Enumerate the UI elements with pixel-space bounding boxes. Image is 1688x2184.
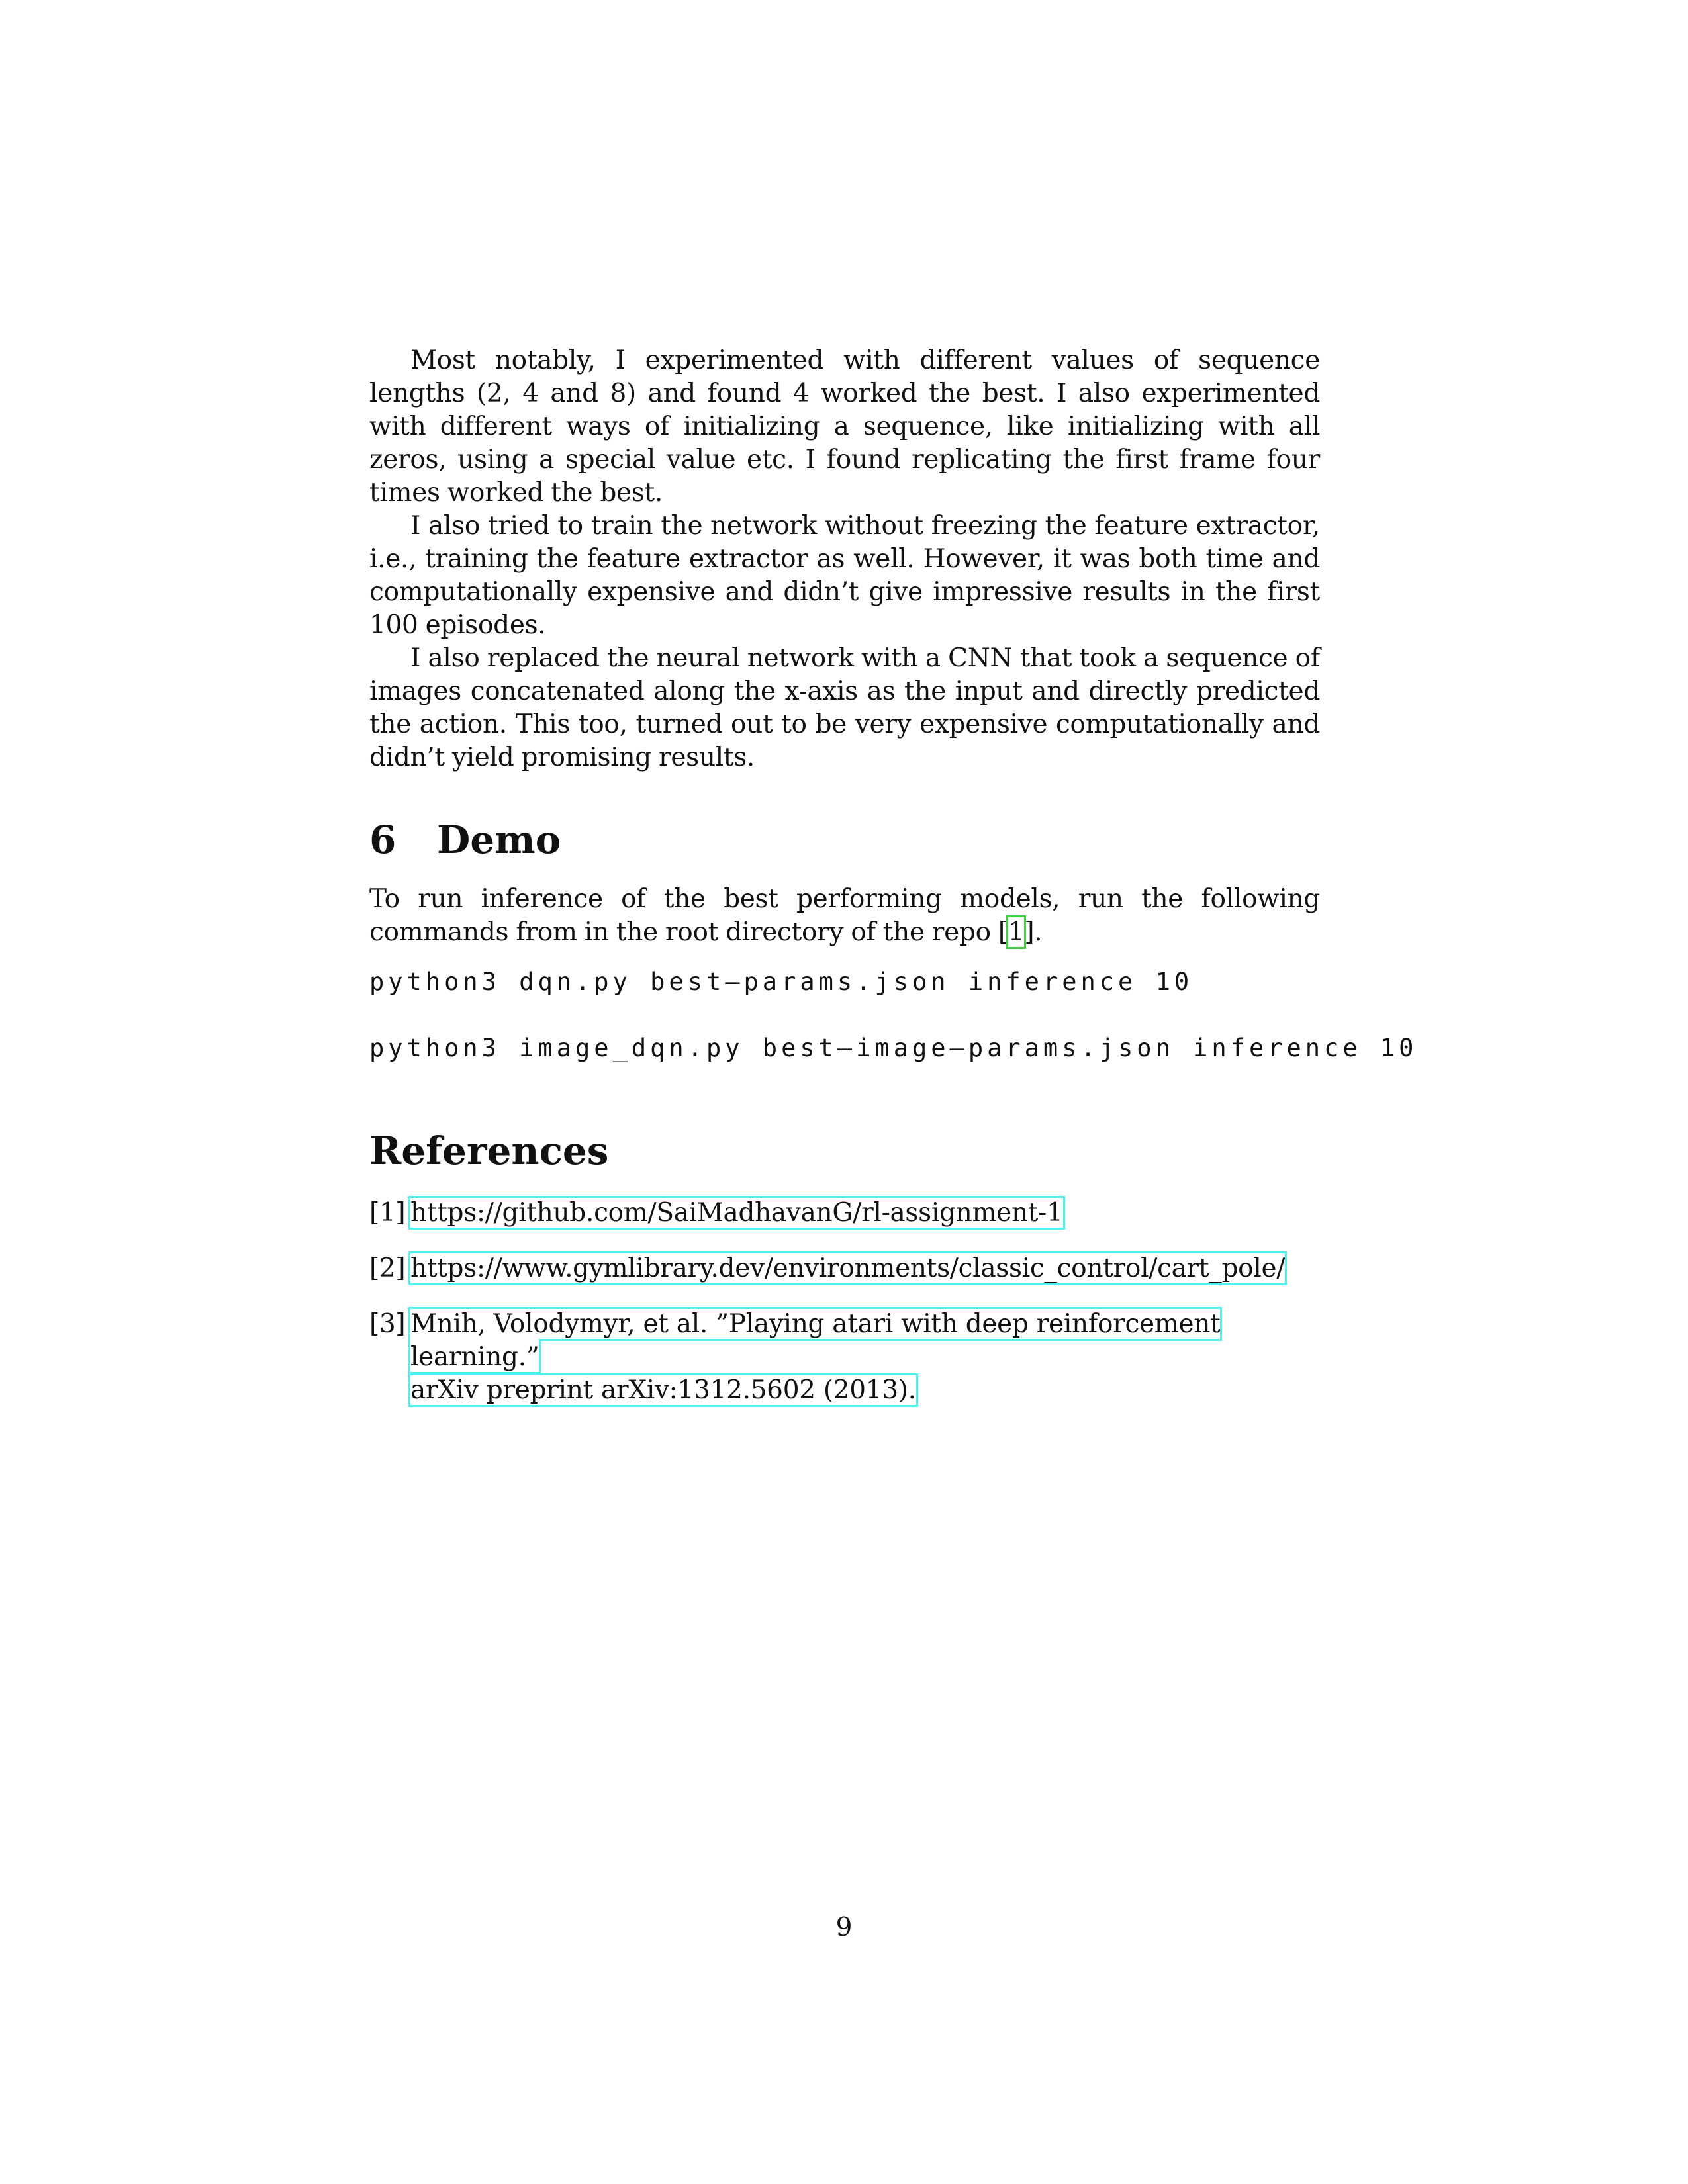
paragraph-feature-extractor: I also tried to train the network without freezing the feature extractor, i.e., training the feature extractor as well. However, it was both time and computationally expensive and didn’t give impressive results in the first 100 episodes. — [369, 511, 1320, 640]
demo-intro-end: . — [1034, 917, 1043, 947]
reference-link-mnih-line2[interactable]: arXiv preprint arXiv:1312.5602 (2013). — [410, 1375, 916, 1405]
citation-link-1[interactable]: 1 — [1008, 917, 1025, 947]
reference-label: [1] — [369, 1198, 406, 1228]
section-title: Demo — [437, 817, 561, 862]
reference-link-mnih-line1[interactable]: Mnih, Volodymyr, et al. ”Playing atari with deep reinforcement learning.” — [410, 1309, 1221, 1372]
reference-item — [369, 1197, 1320, 1230]
code-line-dqn: python3 dqn.py best—params.json inference 10 — [369, 968, 1194, 996]
page-number: 9 — [835, 1913, 853, 1942]
reference-label: [2] — [369, 1253, 406, 1283]
reference-link-github[interactable]: https://github.com/SaiMadhavanG/rl-assignment-1 — [410, 1198, 1063, 1228]
document-page — [369, 344, 1418, 1430]
section-heading-demo — [369, 817, 1320, 863]
references-heading: References — [369, 1128, 609, 1173]
section-number: 6 — [369, 817, 397, 862]
code-line-image-dqn: python3 image_dqn.py best—image—params.json inference 10 — [369, 1034, 1418, 1062]
demo-intro-paragraph: To run inference of the best performing models, run the following commands from in the root directory of the repo [1]. — [369, 884, 1320, 947]
reference-link-gymlibrary[interactable]: https://www.gymlibrary.dev/environments/classic_control/cart_pole/ — [410, 1253, 1286, 1283]
paragraph-cnn: I also replaced the neural network with a CNN that took a sequence of images concatenated along the x-axis as the input and directly predicted the action. This too, turned out to be very expensive computationally and didn’t yield promising results. — [369, 643, 1320, 772]
reference-item — [369, 1308, 1320, 1407]
reference-item — [369, 1252, 1320, 1285]
reference-label: [3] — [369, 1309, 406, 1339]
paragraph-sequence-lengths: Most notably, I experimented with different values of sequence lengths (2, 4 and 8) and found 4 worked the best. I also experimented with different ways of initializing a sequence, like initializing with all zeros, using a special value etc. I found replicating the first frame four times worked the best. — [369, 345, 1320, 508]
demo-intro-text: To run inference of the best performing models, run the following commands from in the root directory of the repo — [369, 884, 1320, 947]
